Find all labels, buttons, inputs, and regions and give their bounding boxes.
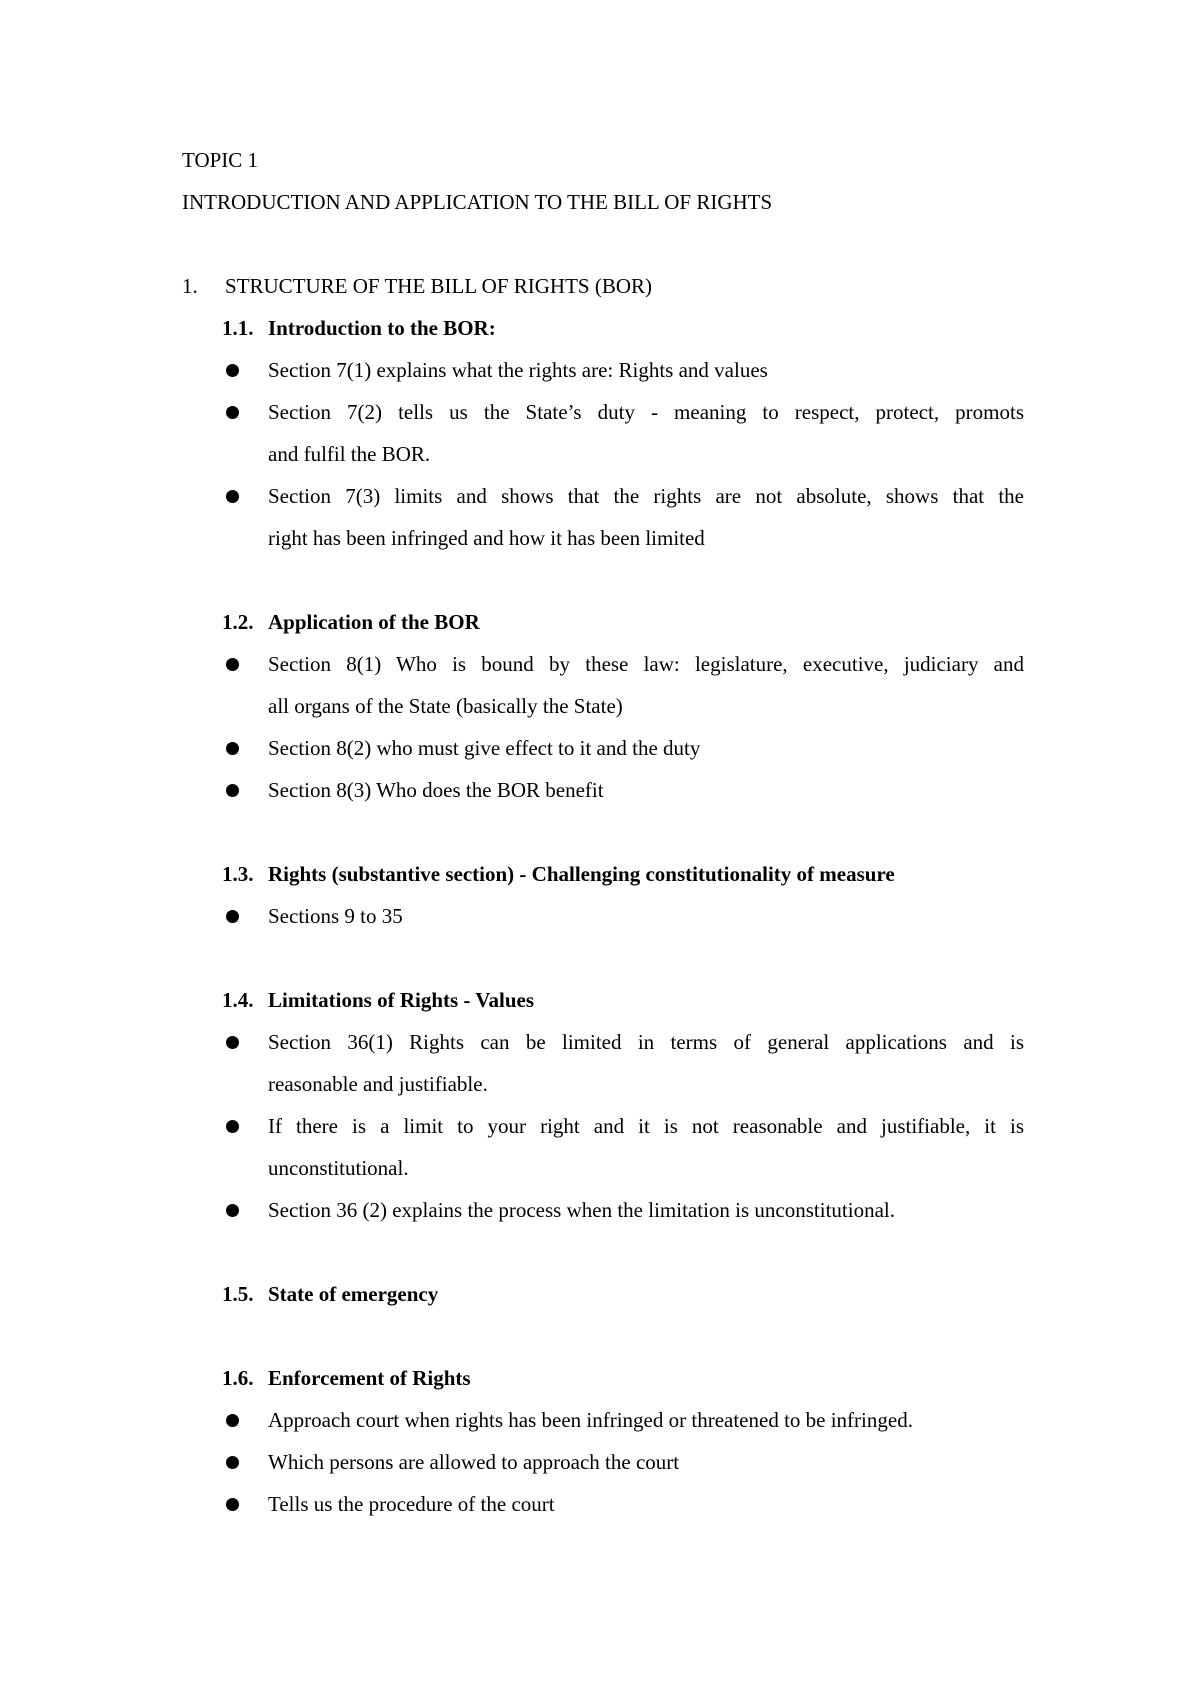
document-title: INTRODUCTION AND APPLICATION TO THE BILL OF RIGHTS bbox=[182, 190, 773, 214]
bullet-icon bbox=[226, 742, 239, 755]
subsection-1-3-heading: Rights (substantive section) - Challenging constitutionality of measure bbox=[268, 862, 895, 886]
subsection-1-2-number: 1.2. bbox=[222, 610, 254, 634]
bullet-icon bbox=[226, 1120, 239, 1133]
section-1-heading: STRUCTURE OF THE BILL OF RIGHTS (BOR) bbox=[225, 274, 653, 298]
list-item: Which persons are allowed to approach the court bbox=[268, 1450, 680, 1474]
subsection-1-1-number: 1.1. bbox=[222, 316, 254, 340]
list-item: Section 7(2) tells us the State’s duty - meaning to respect, protect, promots bbox=[268, 400, 1024, 424]
subsection-1-6-number: 1.6. bbox=[222, 1366, 254, 1390]
subsection-1-4-number: 1.4. bbox=[222, 988, 254, 1012]
subsection-1-5-heading: State of emergency bbox=[268, 1282, 439, 1306]
subsection-1-4-heading: Limitations of Rights - Values bbox=[268, 988, 535, 1012]
bullet-icon bbox=[226, 490, 239, 503]
section-1-number: 1. bbox=[182, 274, 198, 298]
list-item: If there is a limit to your right and it is not reasonable and justifiable, it is bbox=[268, 1114, 1024, 1138]
bullet-icon bbox=[226, 364, 239, 377]
bullet-icon bbox=[226, 658, 239, 671]
list-item-continuation: reasonable and justifiable. bbox=[268, 1072, 488, 1096]
list-item: Section 8(2) who must give effect to it and the duty bbox=[268, 736, 701, 760]
list-item: Section 36 (2) explains the process when the limitation is unconstitutional. bbox=[268, 1198, 895, 1222]
subsection-1-3-number: 1.3. bbox=[222, 862, 254, 886]
list-item: Section 8(1) Who is bound by these law: legislature, executive, judiciary and bbox=[268, 652, 1024, 676]
subsection-1-2-heading: Application of the BOR bbox=[268, 610, 480, 634]
subsection-1-6-heading: Enforcement of Rights bbox=[268, 1366, 471, 1390]
subsection-1-5-number: 1.5. bbox=[222, 1282, 254, 1306]
bullet-icon bbox=[226, 406, 239, 419]
list-item-continuation: and fulfil the BOR. bbox=[268, 442, 431, 466]
bullet-icon bbox=[226, 1414, 239, 1427]
subsection-1-1-heading: Introduction to the BOR: bbox=[268, 316, 496, 340]
list-item-continuation: all organs of the State (basically the State) bbox=[268, 694, 623, 718]
bullet-icon bbox=[226, 1036, 239, 1049]
list-item: Section 7(3) limits and shows that the rights are not absolute, shows that the bbox=[268, 484, 1024, 508]
list-item: Section 8(3) Who does the BOR benefit bbox=[268, 778, 604, 802]
bullet-icon bbox=[226, 1204, 239, 1217]
bullet-icon bbox=[226, 1498, 239, 1511]
list-item: Approach court when rights has been infringed or threatened to be infringed. bbox=[268, 1408, 913, 1432]
list-item: Sections 9 to 35 bbox=[268, 904, 403, 928]
list-item: Tells us the procedure of the court bbox=[268, 1492, 555, 1516]
list-item: Section 7(1) explains what the rights are: Rights and values bbox=[268, 358, 768, 382]
list-item-continuation: unconstitutional. bbox=[268, 1156, 409, 1180]
list-item-continuation: right has been infringed and how it has been limited bbox=[268, 526, 705, 550]
bullet-icon bbox=[226, 784, 239, 797]
topic-label: TOPIC 1 bbox=[182, 148, 259, 172]
list-item: Section 36(1) Rights can be limited in terms of general applications and is bbox=[268, 1030, 1024, 1054]
bullet-icon bbox=[226, 1456, 239, 1469]
bullet-icon bbox=[226, 910, 239, 923]
